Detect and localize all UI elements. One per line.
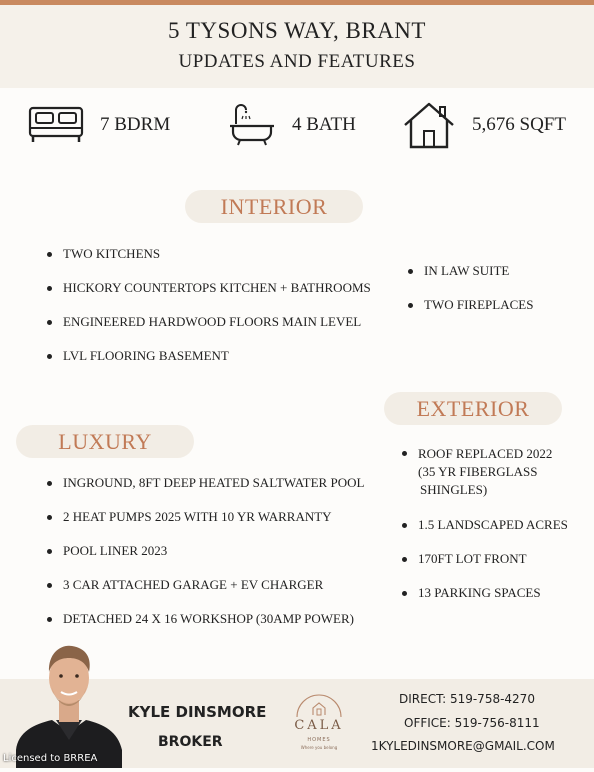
logo-tagline: Where you belong bbox=[300, 745, 338, 750]
interior-features-right bbox=[408, 263, 533, 313]
bedroom-count: 7 BDRM bbox=[100, 114, 171, 135]
section-interior-heading: INTERIOR bbox=[185, 190, 363, 223]
stat-bedrooms bbox=[28, 100, 170, 150]
list-item: 3 CAR ATTACHED GARAGE + EV CHARGER bbox=[47, 577, 364, 593]
list-item: DETACHED 24 X 16 WORKSHOP (30AMP POWER) bbox=[47, 611, 364, 627]
cala-logo bbox=[284, 687, 354, 717]
roof-line-1: ROOF REPLACED 2022 bbox=[418, 446, 553, 461]
interior-features-left bbox=[47, 246, 371, 364]
list-item: ENGINEERED HARDWOOD FLOORS MAIN LEVEL bbox=[47, 314, 371, 330]
list-item: TWO FIREPLACES bbox=[408, 297, 533, 313]
section-luxury-heading: LUXURY bbox=[16, 425, 194, 458]
list-item: 13 PARKING SPACES bbox=[402, 585, 568, 601]
exterior-features bbox=[402, 445, 568, 601]
list-item bbox=[402, 445, 568, 499]
list-item: POOL LINER 2023 bbox=[47, 543, 364, 559]
license-watermark: Licensed to BRREA bbox=[3, 753, 98, 764]
page-title: 5 TYSONS WAY, BRANT bbox=[168, 18, 426, 43]
square-footage: 5,676 SQFT bbox=[472, 114, 566, 135]
logo-subtitle: HOMES bbox=[307, 737, 331, 743]
list-item: 1.5 LANDSCAPED ACRES bbox=[402, 517, 568, 533]
list-item: INGROUND, 8FT DEEP HEATED SALTWATER POOL bbox=[47, 475, 364, 491]
direct-phone: DIRECT: 519-758-4270 bbox=[399, 692, 535, 706]
list-item: 170FT LOT FRONT bbox=[402, 551, 568, 567]
agent-email: 1KYLEDINSMORE@GMAIL.COM bbox=[371, 739, 555, 753]
agent-photo bbox=[14, 640, 124, 768]
bathroom-count: 4 BATH bbox=[292, 114, 356, 135]
roof-line-3: SHINGLES) bbox=[420, 482, 488, 497]
agent-title: BROKER bbox=[158, 734, 223, 750]
bed-icon bbox=[28, 104, 84, 146]
stat-sqft bbox=[402, 100, 566, 150]
list-item: 2 HEAT PUMPS 2025 WITH 10 YR WARRANTY bbox=[47, 509, 364, 525]
office-phone: OFFICE: 519-756-8111 bbox=[404, 716, 540, 730]
logo-name: CALA bbox=[294, 718, 344, 733]
list-item: HICKORY COUNTERTOPS KITCHEN + BATHROOMS bbox=[47, 280, 371, 296]
list-item: IN LAW SUITE bbox=[408, 263, 533, 279]
section-exterior-heading: EXTERIOR bbox=[384, 392, 562, 425]
stat-bathrooms bbox=[228, 100, 356, 150]
house-icon bbox=[402, 101, 456, 149]
page-subtitle: UPDATES AND FEATURES bbox=[178, 51, 416, 72]
bathtub-icon bbox=[228, 102, 276, 148]
luxury-features bbox=[47, 475, 364, 627]
list-item: LVL FLOORING BASEMENT bbox=[47, 348, 371, 364]
agent-name: KYLE DINSMORE bbox=[128, 703, 267, 721]
roof-line-2: (35 YR FIBERGLASS bbox=[418, 464, 538, 479]
list-item: TWO KITCHENS bbox=[47, 246, 371, 262]
